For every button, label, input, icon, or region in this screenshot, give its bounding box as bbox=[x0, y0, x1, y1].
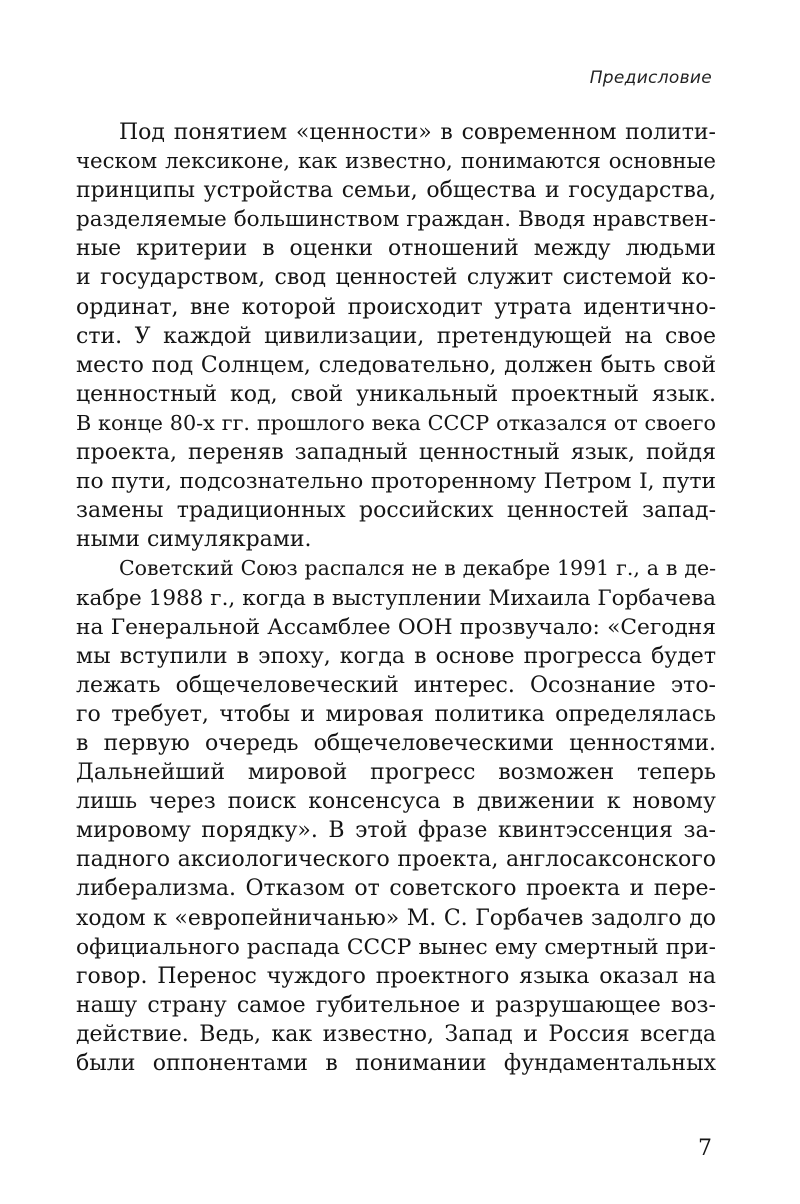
page-number: 7 bbox=[698, 1136, 712, 1161]
text-line: нашу страну самое губительное и разрушающее воз- bbox=[76, 992, 716, 1018]
text-line: лишь через поиск консенсуса в движении к новому bbox=[76, 789, 716, 815]
text-line: были оппонентами в понимании фундаментальных bbox=[76, 1051, 716, 1076]
text-line: мы вступили в эпоху, когда в основе прогресса будет bbox=[76, 643, 716, 669]
text-line: проекта, переняв западный ценностный язык, пойдя bbox=[76, 440, 716, 466]
text-line: на Генеральной Ассамблее ООН прозвучало: «Сегодня bbox=[76, 614, 716, 640]
body-text bbox=[76, 118, 716, 1078]
text-line: разделяемые большинством граждан. Вводя нравствен- bbox=[76, 207, 716, 233]
text-line: принципы устройства семьи, общества и государства, bbox=[76, 178, 716, 204]
text-line: замены традиционных российских ценностей запад- bbox=[76, 498, 716, 524]
text-line: действие. Ведь, как известно, Запад и Россия всегда bbox=[76, 1021, 716, 1047]
text-line: Дальнейший мировой прогресс возможен теперь bbox=[76, 760, 716, 786]
text-line: сти. У каждой цивилизации, претендующей на свое bbox=[76, 323, 716, 349]
running-head: Предисловие bbox=[589, 68, 712, 88]
text-line: либерализма. Отказом от советского проекта и пере- bbox=[76, 876, 716, 902]
text-line: официального распада СССР вынес ему смертный при- bbox=[76, 934, 716, 960]
text-line: мировому порядку». В этой фразе квинтэссенция за- bbox=[76, 818, 716, 844]
text-line: место под Солнцем, следовательно, должен быть свой bbox=[76, 352, 716, 378]
text-line: ординат, вне которой происходит утрата идентично- bbox=[76, 294, 716, 320]
text-line: В конце 80-х гг. прошлого века СССР отказался от своего bbox=[76, 410, 716, 435]
text-line: ходом к «европейничанью» М. С. Горбачев задолго до bbox=[76, 905, 716, 931]
text-line: лежать общечеловеческий интерес. Осознание это- bbox=[76, 672, 716, 698]
text-line: Под понятием «ценности» в современном полити- bbox=[119, 120, 716, 145]
text-line: падного аксиологического проекта, англосаксонского bbox=[76, 847, 716, 873]
text-line: и государством, свод ценностей служит системой ко- bbox=[76, 265, 716, 291]
text-line: кабре 1988 г., когда в выступлении Михаила Горбачева bbox=[76, 585, 716, 611]
text-line: ными симулякрами. bbox=[76, 527, 312, 553]
text-line: ные критерии в оценки отношений между людьми bbox=[76, 236, 716, 262]
text-line: по пути, подсознательно проторенному Петром I, пути bbox=[76, 469, 716, 495]
text-line: ценностный код, свой уникальный проектный язык. bbox=[76, 381, 716, 407]
text-line: в первую очередь общечеловеческими ценностями. bbox=[76, 730, 716, 756]
text-line: говор. Перенос чуждого проектного языка оказал на bbox=[76, 963, 716, 989]
text-line: ческом лексиконе, как известно, понимаются основные bbox=[76, 149, 716, 175]
text-line: го требует, чтобы и мировая политика определялась bbox=[76, 701, 716, 727]
text-line: Советский Союз распался не в декабре 1991 г., а в де- bbox=[119, 556, 716, 581]
